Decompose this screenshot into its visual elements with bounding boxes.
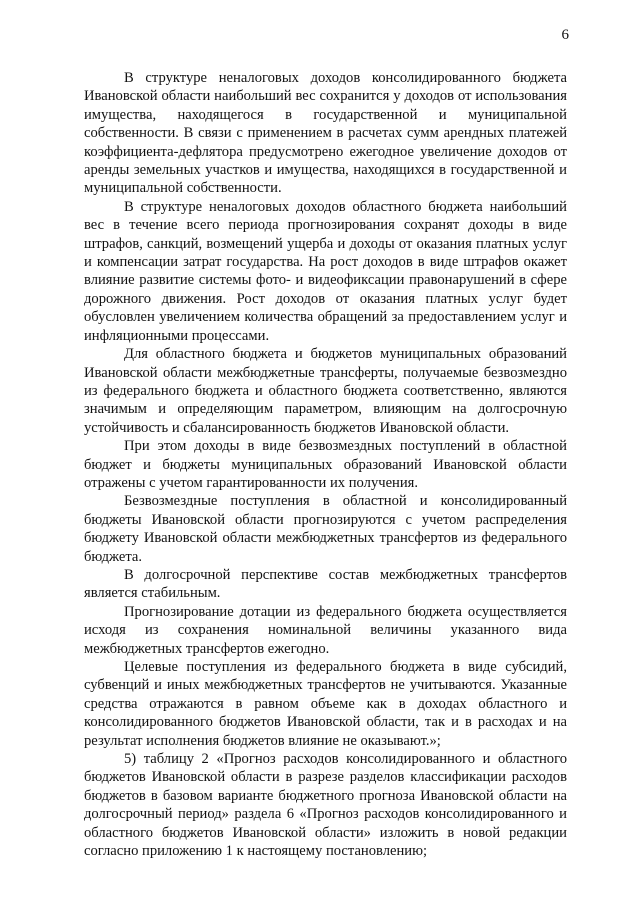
page-number: 6 <box>561 27 569 43</box>
paragraph-receipts-forecast: Безвозмездные поступления в областной и консолидированный бюджеты Ивановской области прогнозируются с учетом распределения бюджету Ивановской области межбюджетных трансфертов из федерального бюджета. <box>84 493 567 565</box>
paragraph-targeted-receipts: Целевые поступления из федерального бюджета в виде субсидий, субвенций и иных межбюджетных трансфертов не учитываются. Указанные средства отражаются в равном объеме как в доходах областного и консолидированного бюджетов Ивановской области, так и в расходах и на результат исполнения бюджетов влияние не оказывают.»; <box>84 659 567 749</box>
paragraph-nontax-regional: В структуре неналоговых доходов областного бюджета наибольший вес в течение всего периода прогнозирования сохранят доходы в виде штрафов, санкций, возмещений ущерба и доходы от оказания платных услуг и компенсации затрат государства. На рост доходов в виде штрафов окажет влияние развитие системы фото- и видеофиксации правонарушений в сфере дорожного движения. Рост доходов от оказания платных услуг будет обусловлен увеличением количества обращений за предоставлением услуг и инфляционными процессами. <box>84 198 567 344</box>
paragraph-gratuitous-receipts: При этом доходы в виде безвозмездных поступлений в областной бюджет и бюджеты муниципальных образований Ивановской области отражены с учетом гарантированности их получения. <box>84 438 567 491</box>
paragraph-interbudget-transfers: Для областного бюджета и бюджетов муниципальных образований Ивановской области межбюджетные трансферты, получаемые безвозмездно из федерального бюджета и областного бюджета соответственно, являются значимым и определяющим параметром, влияющим на долгосрочную устойчивость и сбалансированность бюджетов Ивановской области. <box>84 346 567 436</box>
paragraph-nontax-consolidated: В структуре неналоговых доходов консолидированного бюджета Ивановской области наибольший вес сохранится у доходов от использования имущества, находящегося в государственной и муниципальной собственности. В связи с применением в расчетах сумм арендных платежей коэффициента-дефлятора предусмотрено ежегодное увеличение доходов от аренды земельных участков и имущества, находящихся в государственной и муниципальной собственности. <box>84 70 567 197</box>
paragraph-transfers-stable: В долгосрочной перспективе состав межбюджетных трансфертов является стабильным. <box>84 566 567 602</box>
paragraph-table-amendment: 5) таблицу 2 «Прогноз расходов консолидированного и областного бюджетов Ивановской области в разрезе разделов классификации расходов бюджетов в базовом варианте бюджетного прогноза Ивановской области на долгосрочный период» раздела 6 «Прогноз расходов консолидированного и областного бюджетов Ивановской области» изложить в новой редакции согласно приложению 1 к настоящему постановлению; <box>84 751 567 860</box>
document-body <box>84 69 567 860</box>
paragraph-subsidy-forecast: Прогнозирование дотации из федерального бюджета осуществляется исходя из сохранения номинальной величины указанного вида межбюджетных трансфертов ежегодно. <box>84 603 567 657</box>
